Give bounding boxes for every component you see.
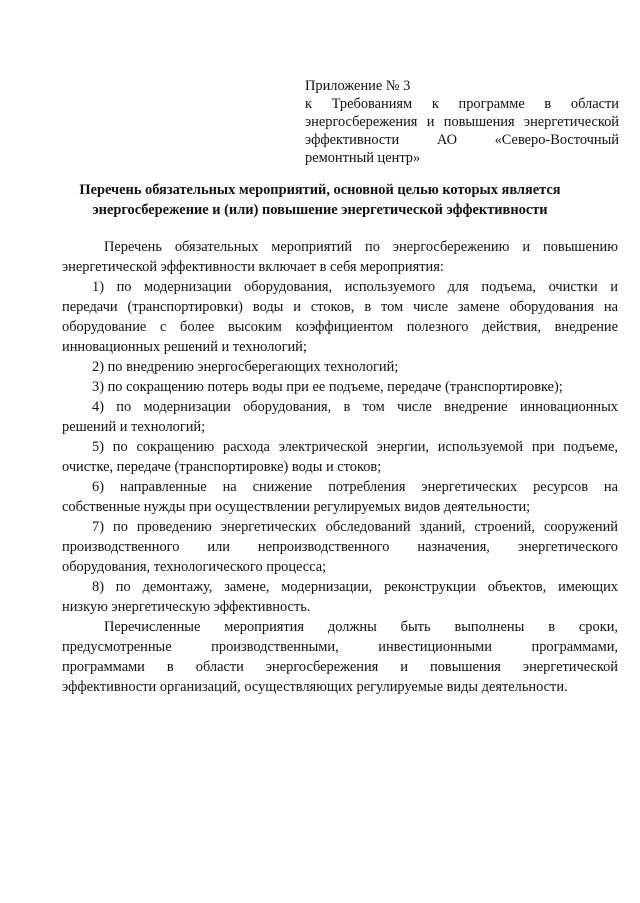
list-item-1 bbox=[62, 277, 618, 357]
paragraph-line: 2) по внедрению энергосберегающих технологий; bbox=[92, 359, 399, 375]
paragraph-line: 6) направленные на снижение потребления энергетических ресурсов на bbox=[92, 479, 618, 495]
paragraph-line: производственного или непроизводственного назначения, энергетического bbox=[62, 539, 618, 555]
appendix-line: ремонтный центр» bbox=[305, 150, 421, 166]
paragraph-line: собственные нужды при осуществлении регулируемых видов деятельности; bbox=[62, 499, 531, 515]
appendix-line: эффективности АО «Северо-Восточный bbox=[305, 132, 619, 148]
intro-paragraph bbox=[62, 237, 618, 277]
paragraph-line: низкую энергетическую эффективность. bbox=[62, 599, 311, 615]
paragraph-line: 7) по проведению энергетических обследований зданий, строений, сооружений bbox=[92, 519, 618, 535]
paragraph-line: предусмотренные производственными, инвестиционными программами, bbox=[62, 639, 618, 655]
title-line: энергосбережение и (или) повышение энергетической эффективности bbox=[92, 202, 548, 218]
paragraph-line: Перечень обязательных мероприятий по энергосбережению и повышению bbox=[104, 239, 618, 255]
appendix-line: энергосбережения и повышения энергетической bbox=[305, 114, 619, 130]
paragraph-line: оборудования, технологического процесса; bbox=[62, 559, 327, 575]
paragraph-line: 5) по сокращению расхода электрической энергии, используемой при подъеме, bbox=[92, 439, 618, 455]
paragraph-line: инновационных решений и технологий; bbox=[62, 339, 307, 355]
paragraph-line: программами в области энергосбережения и повышения энергетической bbox=[62, 659, 618, 675]
list-item-4 bbox=[62, 397, 618, 437]
paragraph-line: очистке, передаче (транспортировке) воды и стоков; bbox=[62, 459, 382, 475]
list-item-5 bbox=[62, 437, 618, 477]
paragraph-line: энергетической эффективности включает в себя мероприятия: bbox=[62, 259, 444, 275]
paragraph-line: 8) по демонтажу, замене, модернизации, реконструкции объектов, имеющих bbox=[92, 579, 618, 595]
paragraph-line: 1) по модернизации оборудования, используемого для подъема, очистки и bbox=[92, 279, 618, 295]
closing-paragraph bbox=[62, 617, 618, 697]
paragraph-line: оборудование с более высоким коэффициентом полезного действия, внедрение bbox=[62, 319, 618, 335]
title-line: Перечень обязательных мероприятий, основной целью которых является bbox=[79, 182, 561, 198]
paragraph-line: эффективности организаций, осуществляющих регулируемые виды деятельности. bbox=[62, 679, 568, 695]
appendix-number: Приложение № 3 bbox=[305, 78, 411, 94]
paragraph-line: Перечисленные мероприятия должны быть выполнены в сроки, bbox=[104, 619, 618, 635]
paragraph-line: передачи (транспортировки) воды и стоков, в том числе замене оборудования на bbox=[62, 299, 618, 315]
list-item-6 bbox=[62, 477, 618, 517]
list-item-2 bbox=[62, 357, 618, 377]
list-item-3 bbox=[62, 377, 618, 397]
document-body bbox=[62, 237, 618, 697]
appendix-line: к Требованиям к программе в области bbox=[305, 96, 619, 112]
list-item-8 bbox=[62, 577, 618, 617]
appendix-header bbox=[305, 77, 619, 167]
paragraph-line: 4) по модернизации оборудования, в том числе внедрение инновационных bbox=[92, 399, 618, 415]
paragraph-line: 3) по сокращению потерь воды при ее подъеме, передаче (транспортировке); bbox=[92, 379, 563, 395]
list-item-7 bbox=[62, 517, 618, 577]
paragraph-line: решений и технологий; bbox=[62, 419, 206, 435]
document-title bbox=[40, 180, 600, 220]
